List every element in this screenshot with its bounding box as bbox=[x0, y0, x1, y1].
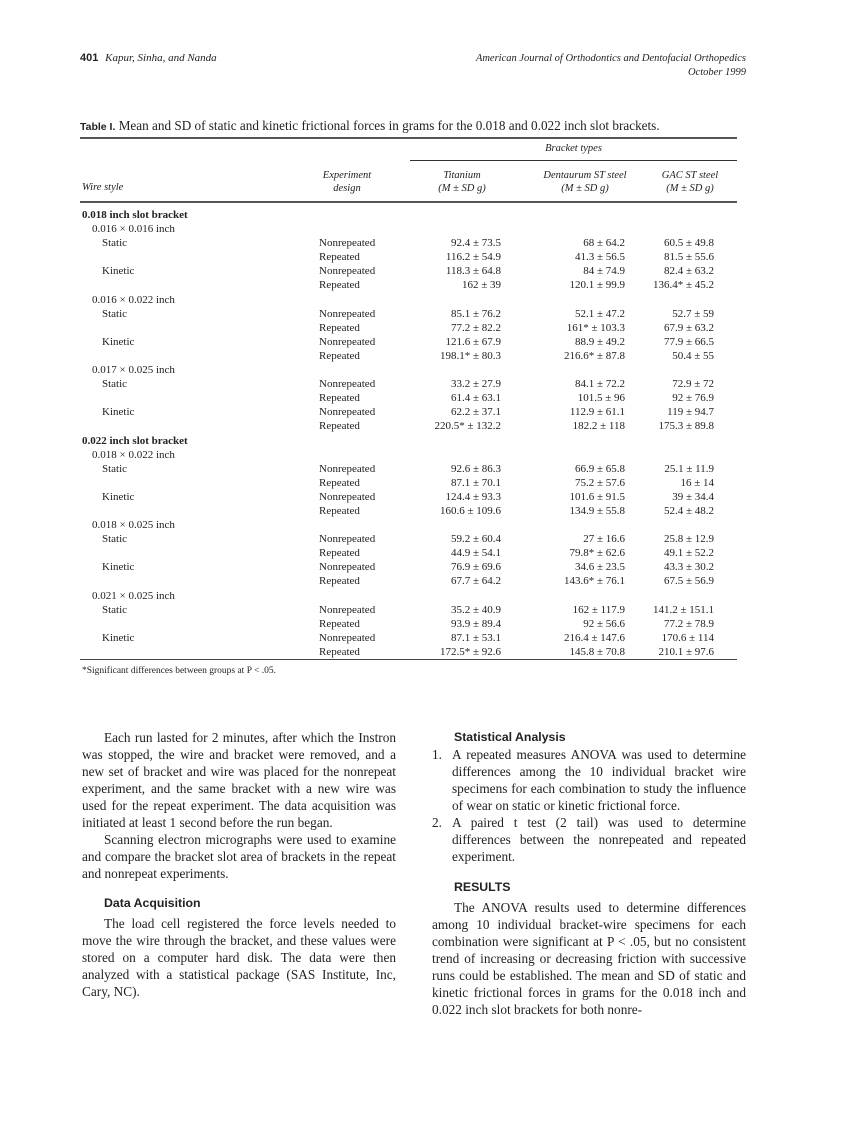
table-label: Table I. bbox=[80, 121, 116, 133]
cell-dentaurum: 52.1 ± 47.2 bbox=[574, 307, 625, 320]
table-row bbox=[80, 377, 737, 391]
cell-gac: 136.4* ± 45.2 bbox=[652, 279, 714, 292]
cell-titanium: 220.5* ± 132.2 bbox=[434, 420, 501, 433]
cell-gac: 25.8 ± 12.9 bbox=[663, 533, 714, 546]
cell-experiment-design: Repeated bbox=[319, 504, 360, 517]
table-row bbox=[80, 321, 737, 335]
header-titanium-line1: Titanium bbox=[443, 170, 481, 181]
header-bracket-types: Bracket types bbox=[545, 143, 602, 154]
paragraph-run-procedure: Each run lasted for 2 minutes, after which the Instron was stopped, the wire and bracket were removed, and a new set of bracket and wire was placed for the nonrepeat experiment, and the same bracket with a new wire was used for the repeat experiment. The data acquisition was initiated at least 1 second before the run began. bbox=[82, 730, 396, 830]
cell-gac: 175.3 ± 89.8 bbox=[658, 420, 714, 433]
cell-titanium: 44.9 ± 54.1 bbox=[450, 547, 501, 560]
cell-force-type: Kinetic bbox=[102, 265, 135, 278]
cell-experiment-design: Nonrepeated bbox=[319, 265, 376, 278]
table-row bbox=[80, 617, 737, 631]
table-body bbox=[80, 203, 737, 659]
cell-gac: 119 ± 94.7 bbox=[667, 406, 714, 419]
cell-dentaurum: 145.8 ± 70.8 bbox=[569, 645, 625, 658]
cell-titanium: 62.2 ± 37.1 bbox=[450, 406, 501, 419]
cell-dentaurum: 41.3 ± 56.5 bbox=[574, 251, 625, 264]
left-column bbox=[82, 729, 396, 1000]
cell-titanium: 121.6 ± 67.9 bbox=[445, 335, 501, 348]
cell-experiment-design: Nonrepeated bbox=[319, 533, 376, 546]
list-text: A paired t test (2 tail) was used to determine differences between the nonrepeated and repeated experiment. bbox=[452, 815, 746, 864]
cell-force-type: Static bbox=[102, 603, 128, 616]
cell-dentaurum: 66.9 ± 65.8 bbox=[574, 462, 625, 475]
cell-dentaurum: 75.2 ± 57.6 bbox=[574, 476, 625, 489]
running-head bbox=[80, 52, 746, 92]
table-row bbox=[80, 631, 737, 645]
list-item bbox=[432, 746, 746, 814]
cell-titanium: 93.9 ± 89.4 bbox=[450, 617, 501, 630]
cell-titanium: 116.2 ± 54.9 bbox=[445, 251, 501, 264]
authors: Kapur, Sinha, and Nanda bbox=[105, 52, 217, 64]
cell-experiment-design: Repeated bbox=[319, 645, 360, 658]
header-experiment-line2: design bbox=[333, 183, 361, 194]
cell-gac: 43.3 ± 30.2 bbox=[663, 561, 714, 574]
cell-titanium: 124.4 ± 93.3 bbox=[445, 490, 501, 503]
cell-force-type: Kinetic bbox=[102, 335, 135, 348]
cell-dentaurum: 92 ± 56.6 bbox=[583, 617, 625, 630]
cell-force-type: Static bbox=[102, 533, 128, 546]
running-head-left bbox=[80, 52, 217, 64]
cell-force-type: Kinetic bbox=[102, 631, 135, 644]
wire-size-label: 0.018 × 0.022 inch bbox=[92, 448, 175, 461]
cell-gac: 82.4 ± 63.2 bbox=[663, 265, 714, 278]
cell-dentaurum: 182.2 ± 118 bbox=[572, 420, 625, 433]
cell-gac: 170.6 ± 114 bbox=[661, 631, 714, 644]
cell-gac: 25.1 ± 11.9 bbox=[664, 462, 714, 475]
cell-experiment-design: Nonrepeated bbox=[319, 561, 376, 574]
table-row bbox=[80, 546, 737, 560]
cell-force-type: Static bbox=[102, 307, 128, 320]
cell-experiment-design: Repeated bbox=[319, 476, 360, 489]
cell-gac: 52.7 ± 59 bbox=[672, 307, 714, 320]
header-dentaurum bbox=[520, 169, 650, 195]
journal-title: American Journal of Orthodontics and Dentofacial Orthopedics bbox=[475, 53, 746, 64]
cell-dentaurum: 216.6* ± 87.8 bbox=[563, 349, 625, 362]
data-table bbox=[80, 137, 737, 676]
cell-dentaurum: 27 ± 16.6 bbox=[583, 533, 625, 546]
header-gac-line2: (M ± SD g) bbox=[666, 183, 714, 194]
cell-gac: 49.1 ± 52.2 bbox=[663, 547, 714, 560]
cell-gac: 52.4 ± 48.2 bbox=[663, 504, 714, 517]
cell-experiment-design: Repeated bbox=[319, 251, 360, 264]
statistical-methods-list bbox=[432, 746, 746, 865]
cell-experiment-design: Repeated bbox=[319, 420, 360, 433]
table-row bbox=[80, 574, 737, 588]
running-head-right bbox=[476, 52, 746, 80]
cell-titanium: 33.2 ± 27.9 bbox=[450, 378, 501, 391]
cell-dentaurum: 134.9 ± 55.8 bbox=[569, 504, 625, 517]
paragraph-sem: Scanning electron micrographs were used to examine and compare the bracket slot area of brackets in the repeat and nonrepeat experiments. bbox=[82, 832, 396, 881]
list-text: A repeated measures ANOVA was used to determine differences among the 10 individual bracket wire specimens for each combination to study the influence of wear on static or kinetic frictional force. bbox=[452, 747, 746, 813]
cell-experiment-design: Nonrepeated bbox=[319, 237, 376, 250]
table-header bbox=[80, 139, 737, 201]
cell-titanium: 92.6 ± 86.3 bbox=[450, 462, 501, 475]
cell-force-type: Kinetic bbox=[102, 406, 135, 419]
table-row bbox=[80, 504, 737, 518]
cell-experiment-design: Nonrepeated bbox=[319, 631, 376, 644]
list-item bbox=[432, 814, 746, 865]
cell-dentaurum: 79.8* ± 62.6 bbox=[569, 547, 625, 560]
table-row bbox=[80, 532, 737, 546]
cell-gac: 67.9 ± 63.2 bbox=[663, 321, 714, 334]
header-wire-style: Wire style bbox=[82, 182, 124, 193]
header-experiment-design bbox=[302, 169, 392, 195]
cell-titanium: 67.7 ± 64.2 bbox=[450, 575, 501, 588]
cell-experiment-design: Repeated bbox=[319, 617, 360, 630]
cell-force-type: Static bbox=[102, 378, 128, 391]
paragraph-data-acquisition: The load cell registered the force levels needed to move the wire through the bracket, and these values were stored on a computer hard disk. The data were then analyzed with a statistical package (SAS Institute, Inc, Cary, NC). bbox=[82, 916, 396, 999]
cell-titanium: 77.2 ± 82.2 bbox=[450, 321, 501, 334]
cell-titanium: 118.3 ± 64.8 bbox=[445, 265, 501, 278]
cell-experiment-design: Nonrepeated bbox=[319, 603, 376, 616]
wire-size-label: 0.016 × 0.016 inch bbox=[92, 223, 175, 236]
header-dentaurum-line1: Dentaurum ST steel bbox=[543, 170, 627, 181]
header-dentaurum-line2: (M ± SD g) bbox=[561, 183, 609, 194]
header-titanium-line2: (M ± SD g) bbox=[438, 183, 486, 194]
cell-titanium: 59.2 ± 60.4 bbox=[450, 533, 501, 546]
cell-experiment-design: Repeated bbox=[319, 547, 360, 560]
section-heading: 0.022 inch slot bracket bbox=[82, 434, 188, 447]
cell-dentaurum: 68 ± 64.2 bbox=[583, 237, 625, 250]
table-row bbox=[80, 405, 737, 419]
cell-gac: 72.9 ± 72 bbox=[672, 378, 714, 391]
cell-gac: 50.4 ± 55 bbox=[672, 349, 714, 362]
cell-experiment-design: Repeated bbox=[319, 349, 360, 362]
header-experiment-line1: Experiment bbox=[322, 170, 372, 181]
cell-gac: 77.9 ± 66.5 bbox=[663, 335, 714, 348]
table-caption bbox=[80, 118, 760, 134]
table-bottom-rule bbox=[80, 659, 737, 660]
wire-size-label: 0.021 × 0.025 inch bbox=[92, 589, 175, 602]
cell-experiment-design: Nonrepeated bbox=[319, 307, 376, 320]
cell-titanium: 87.1 ± 53.1 bbox=[450, 631, 501, 644]
heading-statistical-analysis: Statistical Analysis bbox=[454, 730, 566, 744]
cell-experiment-design: Nonrepeated bbox=[319, 335, 376, 348]
cell-force-type: Static bbox=[102, 462, 128, 475]
cell-dentaurum: 216.4 ± 147.6 bbox=[563, 631, 625, 644]
cell-experiment-design: Repeated bbox=[319, 392, 360, 405]
cell-titanium: 76.9 ± 69.6 bbox=[450, 561, 501, 574]
table-row bbox=[80, 490, 737, 504]
table-row bbox=[80, 462, 737, 476]
header-titanium bbox=[412, 169, 512, 195]
cell-force-type: Kinetic bbox=[102, 490, 135, 503]
cell-experiment-design: Repeated bbox=[319, 575, 360, 588]
cell-gac: 210.1 ± 97.6 bbox=[658, 645, 714, 658]
cell-force-type: Static bbox=[102, 237, 128, 250]
cell-gac: 92 ± 76.9 bbox=[672, 392, 714, 405]
table-row bbox=[80, 391, 737, 405]
cell-dentaurum: 101.5 ± 96 bbox=[577, 392, 625, 405]
table-row bbox=[80, 278, 737, 292]
table-row bbox=[80, 250, 737, 264]
cell-experiment-design: Nonrepeated bbox=[319, 378, 376, 391]
table-row bbox=[80, 335, 737, 349]
table-footnote: *Significant differences between groups at P < .05. bbox=[82, 666, 276, 676]
table-row bbox=[80, 419, 737, 433]
heading-data-acquisition: Data Acquisition bbox=[104, 896, 201, 910]
table-row bbox=[80, 603, 737, 617]
cell-gac: 77.2 ± 78.9 bbox=[663, 617, 714, 630]
cell-titanium: 172.5* ± 92.6 bbox=[439, 645, 501, 658]
cell-experiment-design: Nonrepeated bbox=[319, 490, 376, 503]
cell-titanium: 61.4 ± 63.1 bbox=[450, 392, 501, 405]
cell-dentaurum: 120.1 ± 99.9 bbox=[569, 279, 625, 292]
cell-titanium: 87.1 ± 70.1 bbox=[450, 476, 501, 489]
table-row bbox=[80, 307, 737, 321]
cell-dentaurum: 101.6 ± 91.5 bbox=[569, 490, 625, 503]
wire-size-label: 0.016 × 0.022 inch bbox=[92, 293, 175, 306]
cell-experiment-design: Nonrepeated bbox=[319, 462, 376, 475]
cell-dentaurum: 84 ± 74.9 bbox=[583, 265, 625, 278]
cell-gac: 39 ± 34.4 bbox=[672, 490, 714, 503]
table-row bbox=[80, 476, 737, 490]
table-row bbox=[80, 645, 737, 659]
table-row bbox=[80, 264, 737, 278]
cell-dentaurum: 88.9 ± 49.2 bbox=[574, 335, 625, 348]
header-gac-line1: GAC ST steel bbox=[661, 170, 719, 181]
right-column bbox=[432, 729, 746, 1018]
table-row bbox=[80, 349, 737, 363]
cell-dentaurum: 34.6 ± 23.5 bbox=[574, 561, 625, 574]
cell-gac: 141.2 ± 151.1 bbox=[652, 603, 714, 616]
wire-size-label: 0.017 × 0.025 inch bbox=[92, 364, 175, 377]
cell-titanium: 92.4 ± 73.5 bbox=[450, 237, 501, 250]
section-heading: 0.018 inch slot bracket bbox=[82, 209, 188, 221]
header-gac bbox=[650, 169, 730, 195]
table-caption-text: Mean and SD of static and kinetic frictional forces in grams for the 0.018 and 0.022 inch slot brackets. bbox=[115, 118, 660, 133]
wire-size-label: 0.018 × 0.025 inch bbox=[92, 519, 175, 532]
cell-dentaurum: 161* ± 103.3 bbox=[566, 321, 625, 334]
cell-titanium: 85.1 ± 76.2 bbox=[450, 307, 501, 320]
cell-gac: 81.5 ± 55.6 bbox=[663, 251, 714, 264]
page-number: 401 bbox=[80, 52, 99, 64]
cell-titanium: 160.6 ± 109.6 bbox=[439, 504, 501, 517]
cell-dentaurum: 84.1 ± 72.2 bbox=[574, 378, 625, 391]
cell-gac: 67.5 ± 56.9 bbox=[663, 575, 714, 588]
table-row bbox=[80, 236, 737, 250]
cell-dentaurum: 112.9 ± 61.1 bbox=[569, 406, 625, 419]
list-number: 2. bbox=[432, 815, 442, 830]
list-number: 1. bbox=[432, 747, 442, 762]
cell-gac: 16 ± 14 bbox=[680, 476, 714, 489]
cell-force-type: Kinetic bbox=[102, 561, 135, 574]
cell-gac: 60.5 ± 49.8 bbox=[663, 237, 714, 250]
heading-results: RESULTS bbox=[454, 880, 511, 894]
cell-titanium: 198.1* ± 80.3 bbox=[439, 349, 501, 362]
cell-experiment-design: Repeated bbox=[319, 321, 360, 334]
journal-issue: October 1999 bbox=[687, 67, 746, 78]
cell-experiment-design: Nonrepeated bbox=[319, 406, 376, 419]
cell-experiment-design: Repeated bbox=[319, 279, 360, 292]
cell-titanium: 162 ± 39 bbox=[461, 279, 501, 292]
cell-titanium: 35.2 ± 40.9 bbox=[450, 603, 501, 616]
table-row bbox=[80, 560, 737, 574]
cell-dentaurum: 143.6* ± 76.1 bbox=[563, 575, 625, 588]
cell-dentaurum: 162 ± 117.9 bbox=[572, 603, 625, 616]
header-bracket-rule bbox=[410, 160, 737, 161]
paragraph-results: The ANOVA results used to determine differences among 10 individual bracket-wire specimens for each combination were significant at P < .05, but no consistent trend of increasing or decreasing friction with successive runs could be established. The mean and SD of static and kinetic frictional forces in grams for the 0.018 inch and 0.022 inch slot brackets for both nonre- bbox=[432, 900, 746, 1017]
